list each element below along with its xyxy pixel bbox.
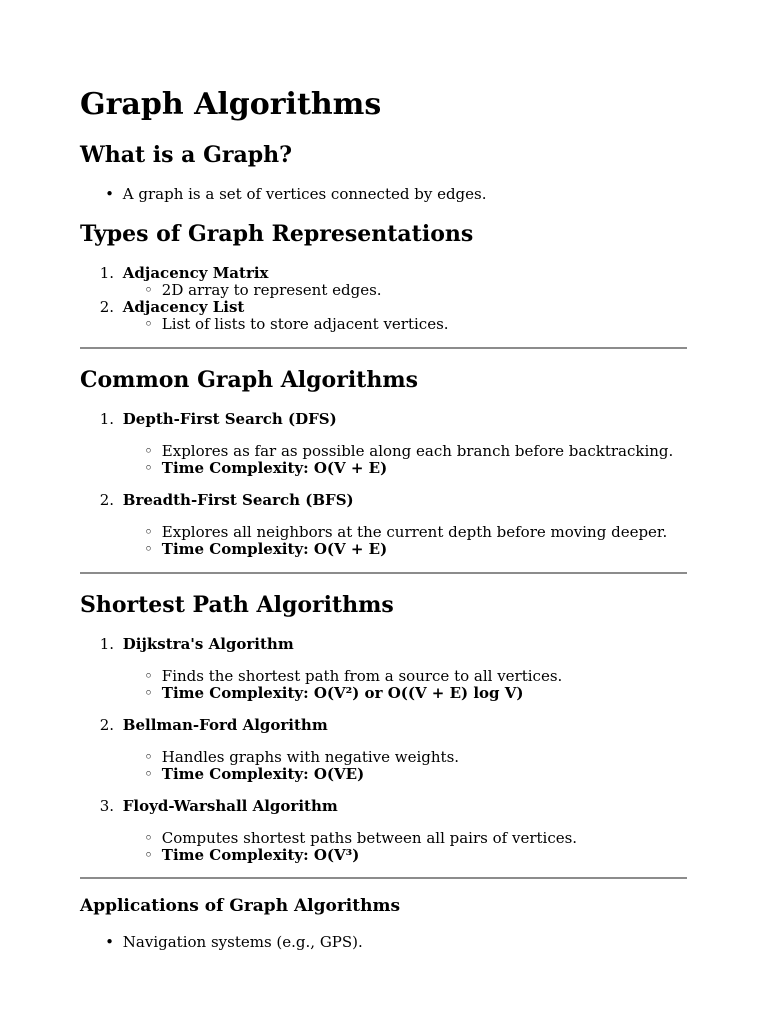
algorithm-description: Computes shortest paths between all pairs of vertices. [161, 829, 578, 847]
horizontal-rule [80, 877, 687, 879]
sub-list-item [80, 540, 387, 558]
ordered-list-item [80, 491, 354, 509]
ordered-list-item [80, 635, 294, 653]
list-number: 2. [99, 716, 114, 734]
list-number: 1. [99, 264, 114, 282]
sub-list-item [80, 523, 667, 541]
list-number: 1. [99, 635, 114, 653]
time-complexity: Time Complexity: O(V²) or O((V + E) log V) [161, 684, 524, 702]
item-detail: List of lists to store adjacent vertices. [161, 315, 449, 333]
section-heading-shortest-path: Shortest Path Algorithms [80, 592, 394, 618]
algorithm-description: Handles graphs with negative weights. [161, 748, 460, 766]
item-name: Adjacency Matrix [122, 264, 269, 282]
algorithm-description: Explores as far as possible along each branch before backtracking. [161, 442, 674, 460]
time-complexity: Time Complexity: O(V³) [161, 846, 360, 864]
list-number: 2. [99, 298, 114, 316]
sub-bullet-marker: ◦ [144, 540, 153, 558]
sub-list-item [80, 281, 382, 299]
sub-bullet-marker: ◦ [144, 442, 153, 460]
sub-list-item [80, 846, 359, 864]
bullet-marker: • [105, 933, 114, 951]
sub-list-item [80, 748, 459, 766]
algorithm-name: Depth-First Search (DFS) [122, 410, 337, 428]
sub-list-item [80, 684, 524, 702]
bullet-text: A graph is a set of vertices connected by edges. [122, 185, 487, 203]
sub-list-item [80, 667, 562, 685]
section-heading-types: Types of Graph Representations [80, 221, 474, 247]
sub-bullet-marker: ◦ [144, 829, 153, 847]
algorithm-name: Breadth-First Search (BFS) [122, 491, 354, 509]
sub-bullet-marker: ◦ [144, 765, 153, 783]
list-number: 2. [99, 491, 114, 509]
ordered-list-item [80, 797, 338, 815]
sub-bullet-marker: ◦ [144, 523, 153, 541]
ordered-list-item [80, 264, 269, 282]
algorithm-name: Bellman-Ford Algorithm [122, 716, 328, 734]
sub-bullet-marker: ◦ [144, 667, 153, 685]
algorithm-description: Explores all neighbors at the current depth before moving deeper. [161, 523, 668, 541]
time-complexity: Time Complexity: O(V + E) [161, 540, 388, 558]
ordered-list-item [80, 410, 337, 428]
horizontal-rule [80, 347, 687, 349]
algorithm-name: Floyd-Warshall Algorithm [122, 797, 338, 815]
sub-list-item [80, 829, 577, 847]
algorithm-description: Finds the shortest path from a source to all vertices. [161, 667, 563, 685]
list-number: 1. [99, 410, 114, 428]
sub-bullet-marker: ◦ [144, 281, 153, 299]
time-complexity: Time Complexity: O(V + E) [161, 459, 388, 477]
time-complexity: Time Complexity: O(VE) [161, 765, 365, 783]
sub-list-item [80, 765, 364, 783]
sub-list-item [80, 442, 673, 460]
sub-bullet-marker: ◦ [144, 684, 153, 702]
horizontal-rule [80, 572, 687, 574]
section-heading-applications: Applications of Graph Algorithms [80, 896, 401, 916]
sub-bullet-marker: ◦ [144, 459, 153, 477]
item-name: Adjacency List [122, 298, 245, 316]
ordered-list-item [80, 716, 328, 734]
list-number: 3. [99, 797, 114, 815]
section-heading-what-is-graph: What is a Graph? [80, 142, 292, 168]
sub-list-item [80, 459, 387, 477]
bullet-marker: • [105, 185, 114, 203]
bullet-text: Navigation systems (e.g., GPS). [122, 933, 363, 951]
section-heading-common: Common Graph Algorithms [80, 367, 418, 393]
bullet-list-item [80, 185, 487, 203]
sub-bullet-marker: ◦ [144, 748, 153, 766]
sub-bullet-marker: ◦ [144, 846, 153, 864]
bullet-list-item [80, 933, 363, 951]
ordered-list-item [80, 298, 244, 316]
item-detail: 2D array to represent edges. [161, 281, 382, 299]
page-title: Graph Algorithms [80, 87, 382, 122]
sub-bullet-marker: ◦ [144, 315, 153, 333]
algorithm-name: Dijkstra's Algorithm [122, 635, 294, 653]
sub-list-item [80, 315, 449, 333]
